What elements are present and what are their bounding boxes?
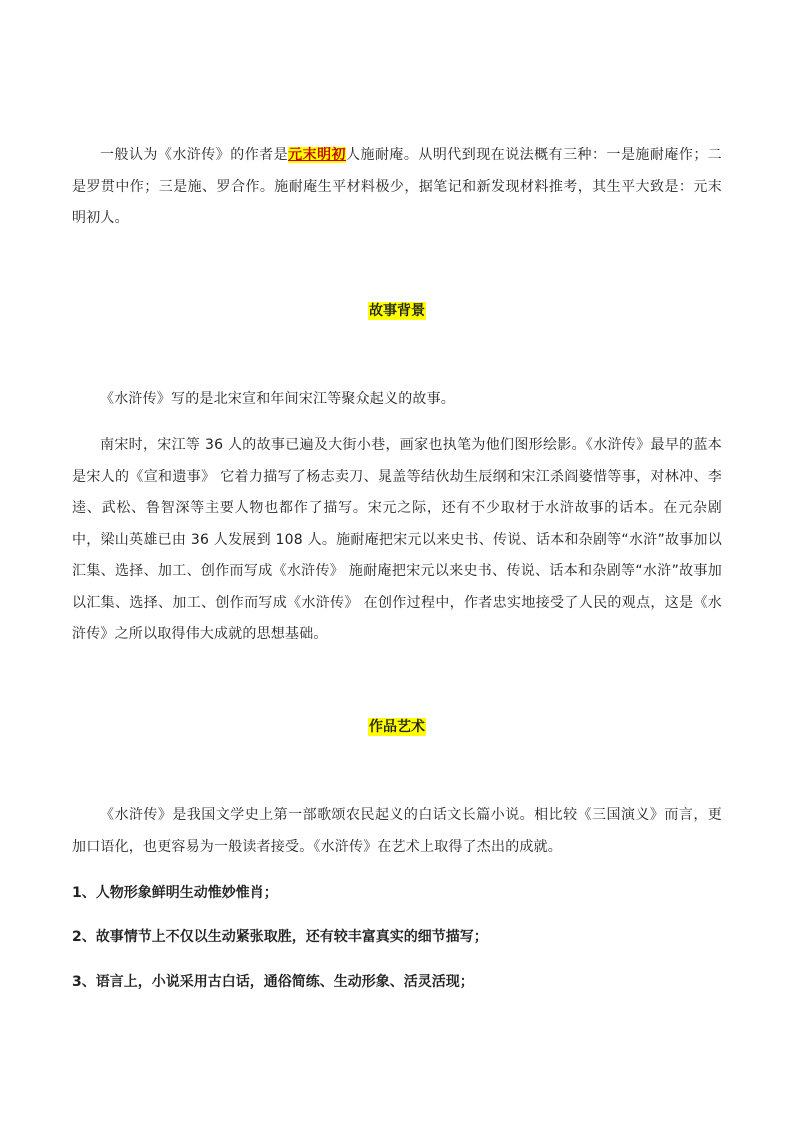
author-era-highlight: 元末明初	[288, 147, 347, 163]
intro-text-after: 人施耐庵。从明代到现在说法概有三种：一是施耐庵作；二是罗贯中作；三是施、罗合作。施耐庵生平材料极少，据笔记和新发现材料推考，其生平大致是：元末明初人。	[72, 147, 722, 226]
section-heading-art	[0, 716, 794, 736]
art-paragraph: 《水浒传》是我国文学史上第一部歌颂农民起义的白话文长篇小说。相比较《三国演义》而言，更加口语化，也更容易为一般读者接受。《水浒传》在艺术上取得了杰出的成就。	[72, 807, 722, 855]
art-list-item-1: 1、人物形象鲜明生动惟妙惟肖；	[72, 885, 278, 901]
section-heading-background	[0, 300, 794, 320]
background-paragraph-1: 《水浒传》写的是北宋宣和年间宋江等聚众起义的故事。	[100, 391, 455, 407]
art-list-item-3: 3、语言上，小说采用古白话，通俗简练、生动形象、活灵活现；	[72, 974, 474, 990]
section-heading-background-text: 故事背景	[369, 303, 425, 319]
intro-paragraph	[72, 140, 722, 235]
background-paragraph-2: 南宋时，宋江等 36 人的故事已遍及大街小巷，画家也执笔为他们图形绘影。《水浒传》最早的蓝本是宋人的《宣和遗事》 它着力描写了杨志卖刀、晁盖等结伙劫生辰纲和宋江杀阎婆惜等事，对林冲、李逵、武松、鲁智深等主要人物也都作了描写。宋元之际，还有不少取材于水浒故事的话本。在元杂剧中，梁山英雄已由 36 人发展到 108 人。施耐庵把宋元以来史书、传说、话本和杂剧等“水浒”故事加以汇集、选择、加工、创作而写成《水浒传》 施耐庵把宋元以来史书、传说、话本和杂剧等“水浒”故事加以汇集、选择、加工、创作而写成《水浒传》 在创作过程中，作者忠实地接受了人民的观点，这是《水浒传》之所以取得伟大成就的思想基础。	[72, 437, 722, 642]
art-list-item-2: 2、故事情节上不仅以生动紧张取胜，还有较丰富真实的细节描写；	[72, 929, 488, 945]
intro-text-before: 一般认为《水浒传》的作者是	[100, 147, 289, 163]
section-heading-art-text: 作品艺术	[369, 719, 425, 735]
